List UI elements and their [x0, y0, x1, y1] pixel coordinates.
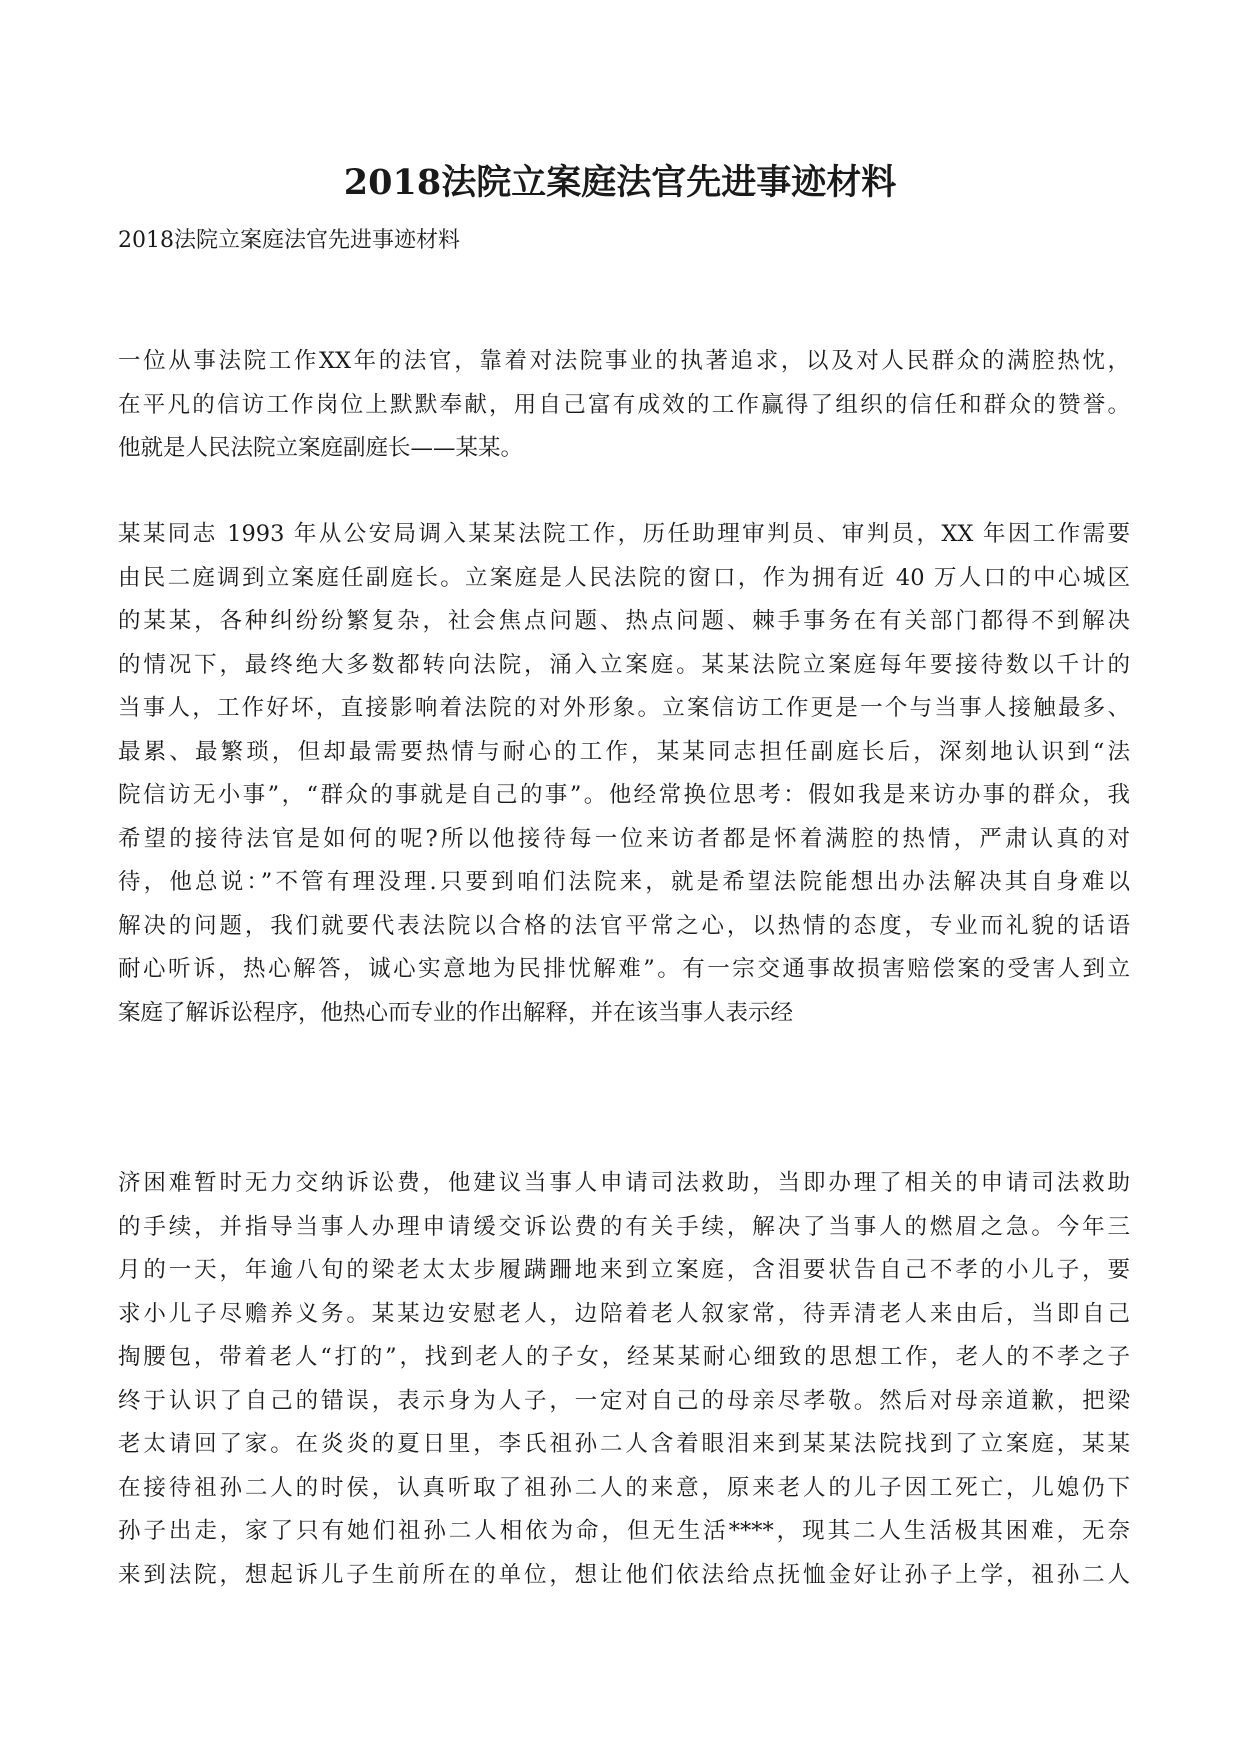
text-line: 解决的问题，我们就要代表法院以合格的法官平常之心，以热情的态度，专业而礼貌的话语 — [118, 912, 1130, 939]
text-line: 由民二庭调到立案庭任副庭长。立案庭是人民法院的窗口，作为拥有近 40 万人口的中心城区 — [118, 564, 1130, 591]
text-line: 在平凡的信访工作岗位上默默奉献，用自己富有成效的工作赢得了组织的信任和群众的赞誉。 — [118, 391, 1130, 418]
text-line: 希望的接待法官是如何的呢?所以他接待每一位来访者都是怀着满腔的热情，严肃认真的对 — [118, 825, 1130, 852]
text-line: 案庭了解诉讼程序，他热心而专业的作出解释，并在该当事人表示经 — [118, 999, 794, 1026]
text-line: 他就是人民法院立案庭副庭长——某某。 — [118, 435, 524, 461]
document-subtitle: 2018法院立案庭法官先进事迹材料 — [118, 228, 460, 253]
text-line: 掏腰包，带着老人“打的”，找到老人的子女，经某某耐心细致的思想工作，老人的不孝之子 — [118, 1344, 1130, 1370]
text-line: 求小儿子尽赡养义务。某某边安慰老人，边陪着老人叙家常，待弄清老人来由后，当即自己 — [118, 1300, 1130, 1327]
text-line: 某某同志 1993 年从公安局调入某某法院工作，历任助理审判员、审判员，XX 年因工作需要 — [118, 521, 1130, 547]
text-line: 月的一天，年逾八旬的梁老太太步履蹒跚地来到立案庭，含泪要状告自己不孝的小儿子，要 — [118, 1257, 1130, 1283]
text-line: 来到法院，想起诉儿子生前所在的单位，想让他们依法给点抚恤金好让孙子上学，祖孙二人 — [118, 1561, 1130, 1588]
text-line: 终于认识了自己的错误，表示身为人子，一定对自己的母亲尽孝敬。然后对母亲道歉，把梁 — [118, 1387, 1130, 1414]
text-line: 孙子出走，家了只有她们祖孙二人相依为命，但无生活****，现其二人生活极其困难，无奈 — [118, 1518, 1130, 1544]
paragraph-background — [118, 513, 1130, 1035]
text-line: 最累、最繁琐，但却最需要热情与耐心的工作，某某同志担任副庭长后，深刻地认识到“法 — [118, 738, 1130, 765]
text-line: 一位从事法院工作XX年的法官，靠着对法院事业的执著追求，以及对人民群众的满腔热忱， — [118, 348, 1130, 374]
text-line: 在接待祖孙二人的时侯，认真听取了祖孙二人的来意，原来老人的儿子因工死亡，儿媳仍下 — [118, 1474, 1130, 1501]
text-line: 的情况下，最终绝大多数都转向法院，涌入立案庭。某某法院立案庭每年要接待数以千计的 — [118, 651, 1130, 678]
text-line: 的手续，并指导当事人办理申请缓交诉讼费的有关手续，解决了当事人的燃眉之急。今年三 — [118, 1213, 1130, 1240]
document-title: 2018法院立案庭法官先进事迹材料 — [343, 162, 897, 203]
text-line: 济困难暂时无力交纳诉讼费，他建议当事人申请司法救助，当即办理了相关的申请司法救助 — [118, 1170, 1130, 1196]
text-line: 的某某，各种纠纷纷繁复杂，社会焦点问题、热点问题、棘手事务在有关部门都得不到解决 — [118, 608, 1130, 634]
text-line: 耐心听诉，热心解答，诚心实意地为民排忧解难”。有一宗交通事故损害赔偿案的受害人到立 — [118, 956, 1130, 982]
text-line: 待，他总说：”不管有理没理.只要到咱们法院来，就是希望法院能想出办法解决其自身难以 — [118, 869, 1130, 895]
paragraph-intro — [118, 340, 1130, 471]
text-line: 当事人，工作好坏，直接影响着法院的对外形象。立案信访工作更是一个与当事人接触最多、 — [118, 695, 1130, 721]
text-line: 老太请回了家。在炎炎的夏日里，李氏祖孙二人含着眼泪来到某某法院找到了立案庭，某某 — [118, 1431, 1130, 1457]
text-line: 院信访无小事”，“群众的事就是自己的事”。他经常换位思考：假如我是来访办事的群众，我 — [118, 782, 1130, 808]
paragraph-cases — [118, 1162, 1130, 1597]
